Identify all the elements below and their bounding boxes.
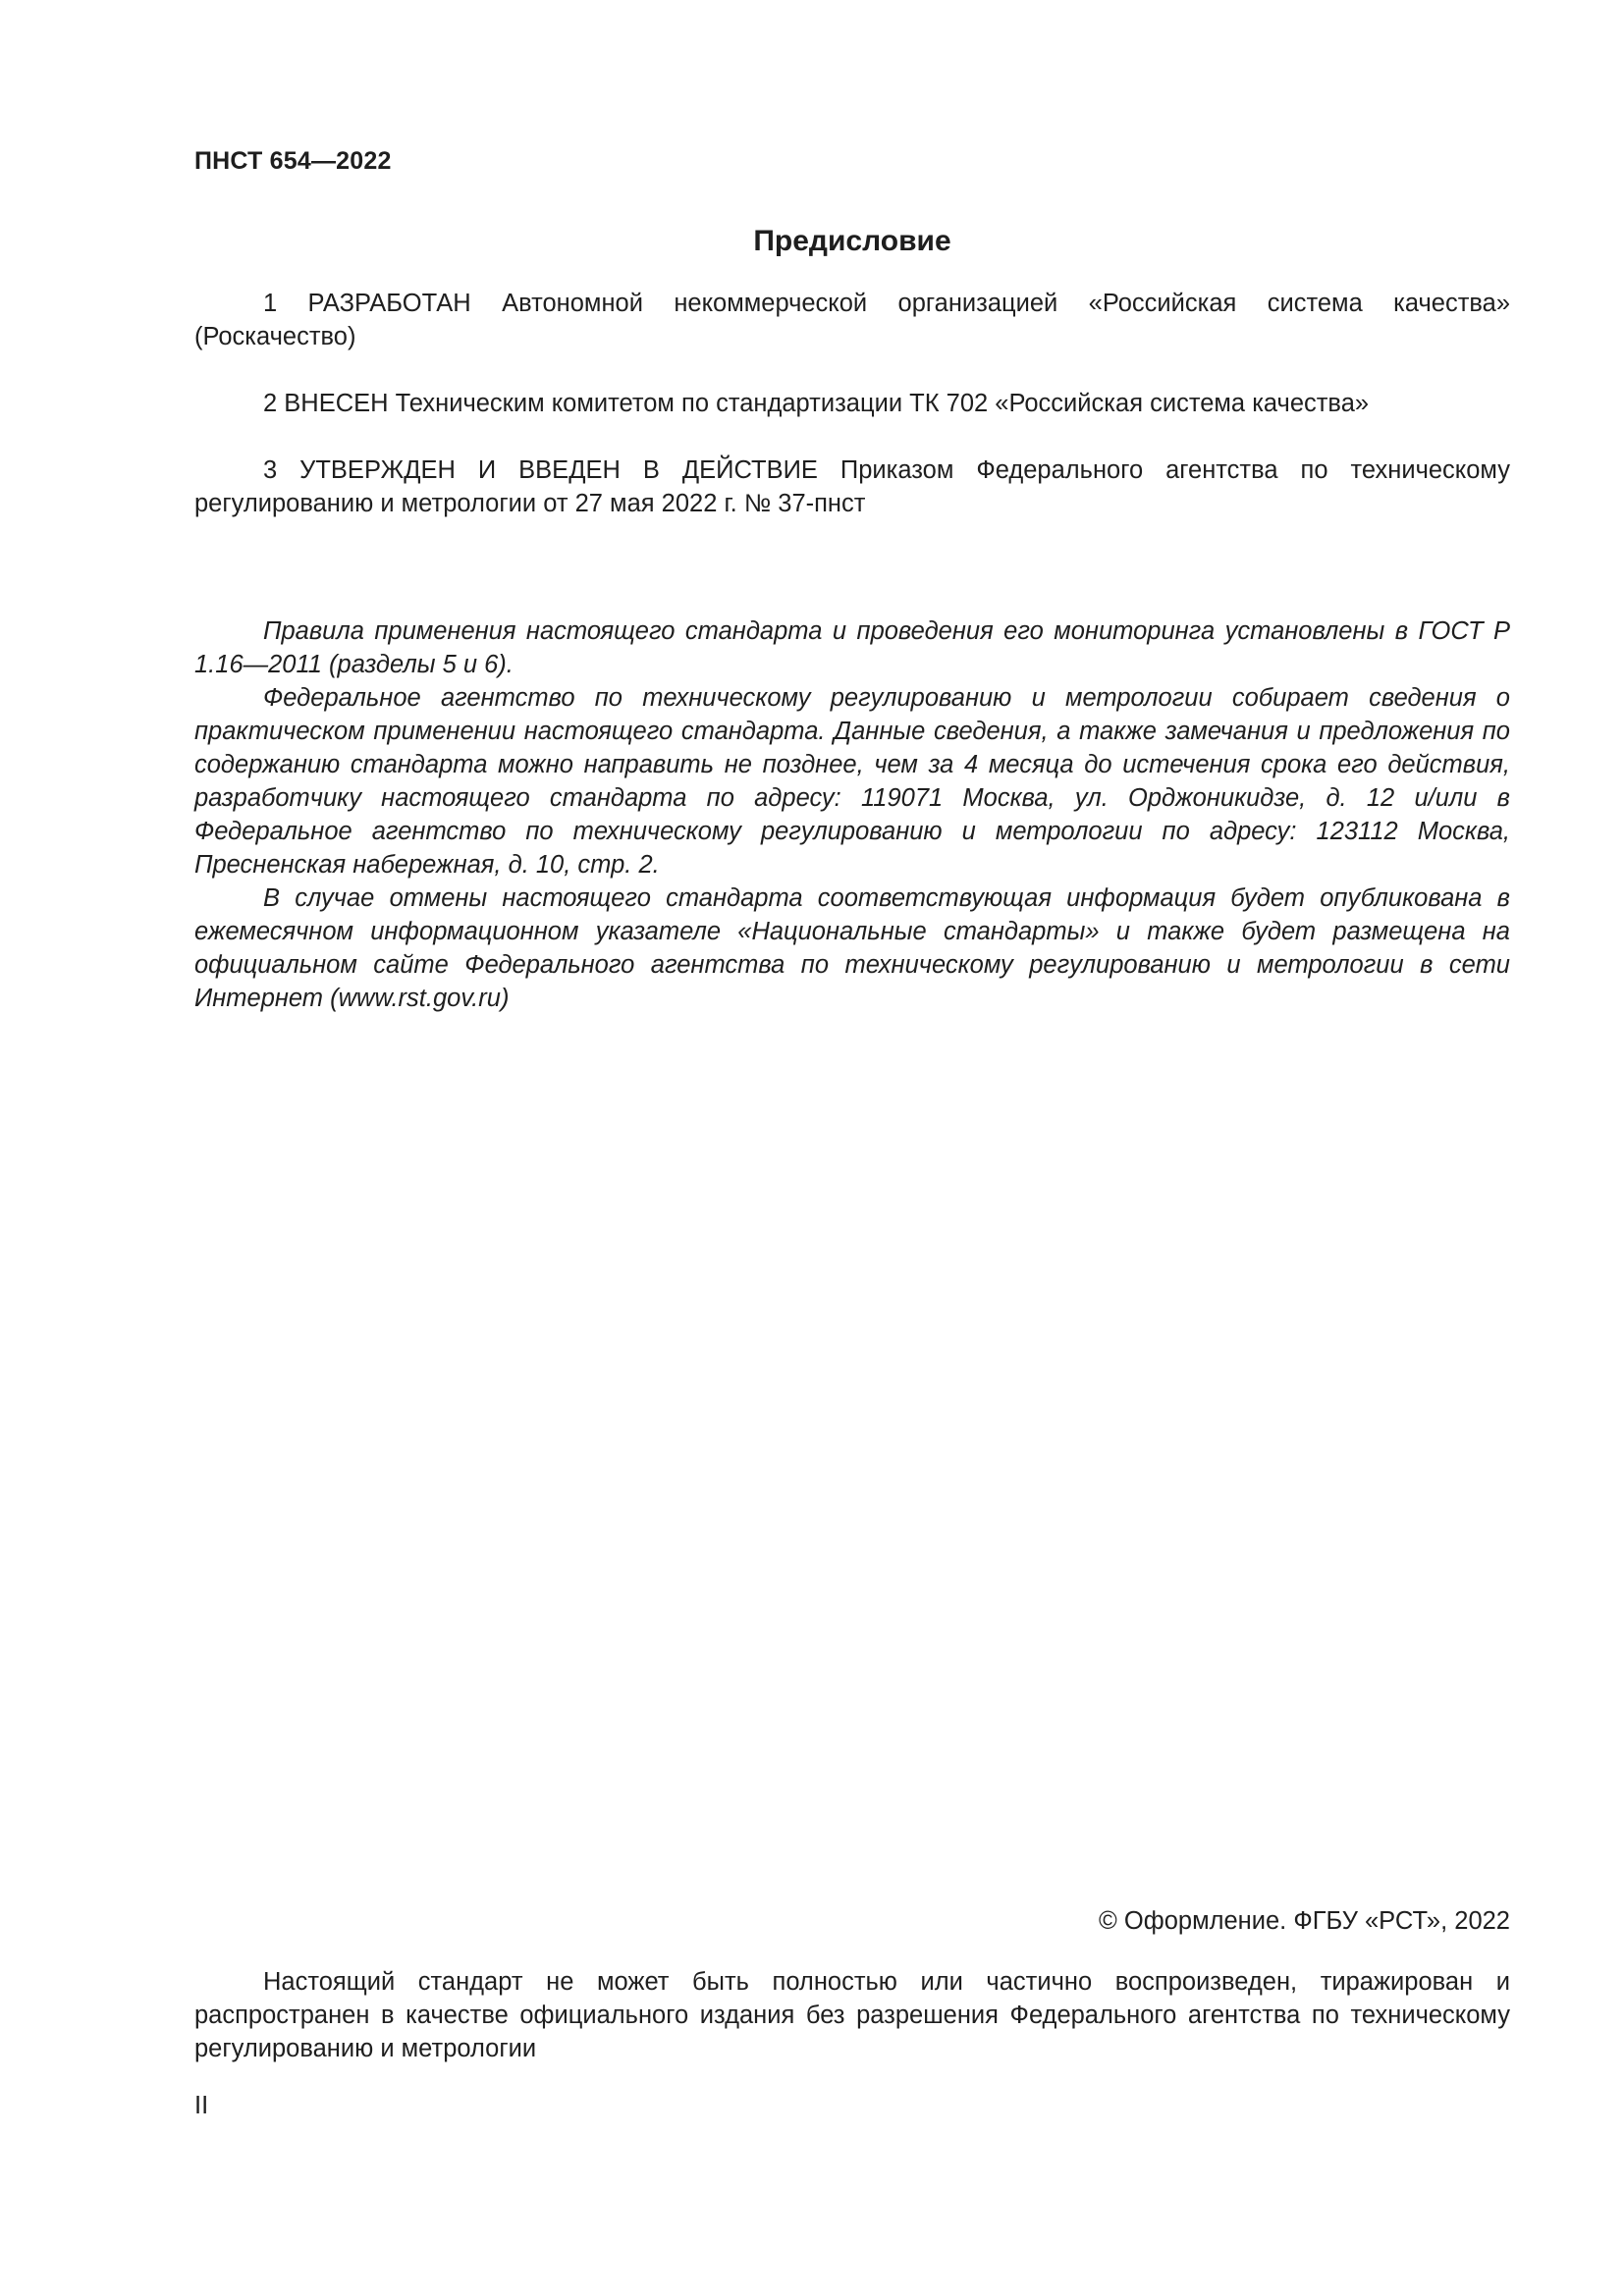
preface-item-submitted: 2 ВНЕСЕН Техническим комитетом по стандартизации ТК 702 «Российская система качества» xyxy=(263,390,1370,417)
preface-item-approved: 3 УТВЕРЖДЕН И ВВЕДЕН В ДЕЙСТВИЕ Приказом Федерального агентства по техническому регулированию и метрологии от 27 мая 2022 г. № 37-пнст xyxy=(194,456,1510,517)
rules-paragraph-feedback: Федеральное агентство по техническому регулированию и метрологии собирает сведения о практическом применении настоящего стандарта. Данные сведения, а также замечания и предложения по содержанию стандарта можно направить не позднее, чем за 4 месяца до истечения срока его действия, разработчику настоящего стандарта по адресу: 119071 Москва, ул. Орджоникидзе, д. 12 и/или в Федеральное агентство по техническому регулированию и метрологии по адресу: 123112 Москва, Пресненская набережная, д. 10, стр. 2. xyxy=(194,684,1510,879)
reproduction-notice xyxy=(194,1965,1510,2065)
reproduction-notice-text: Настоящий стандарт не может быть полностью или частично воспроизведен, тиражирован и распространен в качестве официального издания без разрешения Федерального агентства по техническому регулированию и метрологии xyxy=(194,1968,1510,2062)
rules-section xyxy=(194,614,1510,1015)
preface-item-developed: 1 РАЗРАБОТАН Автономной некоммерческой организацией «Российская система качества» (Роскачество) xyxy=(194,290,1510,350)
preface-title: Предисловие xyxy=(753,225,951,257)
preface-section xyxy=(194,287,1510,554)
rules-paragraph-application: Правила применения настоящего стандарта и проведения его мониторинга установлены в ГОСТ Р 1.16—2011 (разделы 5 и 6). xyxy=(194,617,1510,678)
document-id: ПНСТ 654—2022 xyxy=(194,147,392,175)
copyright-line: © Оформление. ФГБУ «РСТ», 2022 xyxy=(1099,1907,1510,1935)
rules-paragraph-cancellation: В случае отмены настоящего стандарта соответствующая информация будет опубликована в ежемесячном информационном указателе «Национальные стандарты» и также будет размещена на официальном сайте Федерального агентства по техническому регулированию и метрологии в сети Интернет (www.rst.gov.ru) xyxy=(194,884,1510,1012)
page-number: II xyxy=(194,2092,209,2119)
